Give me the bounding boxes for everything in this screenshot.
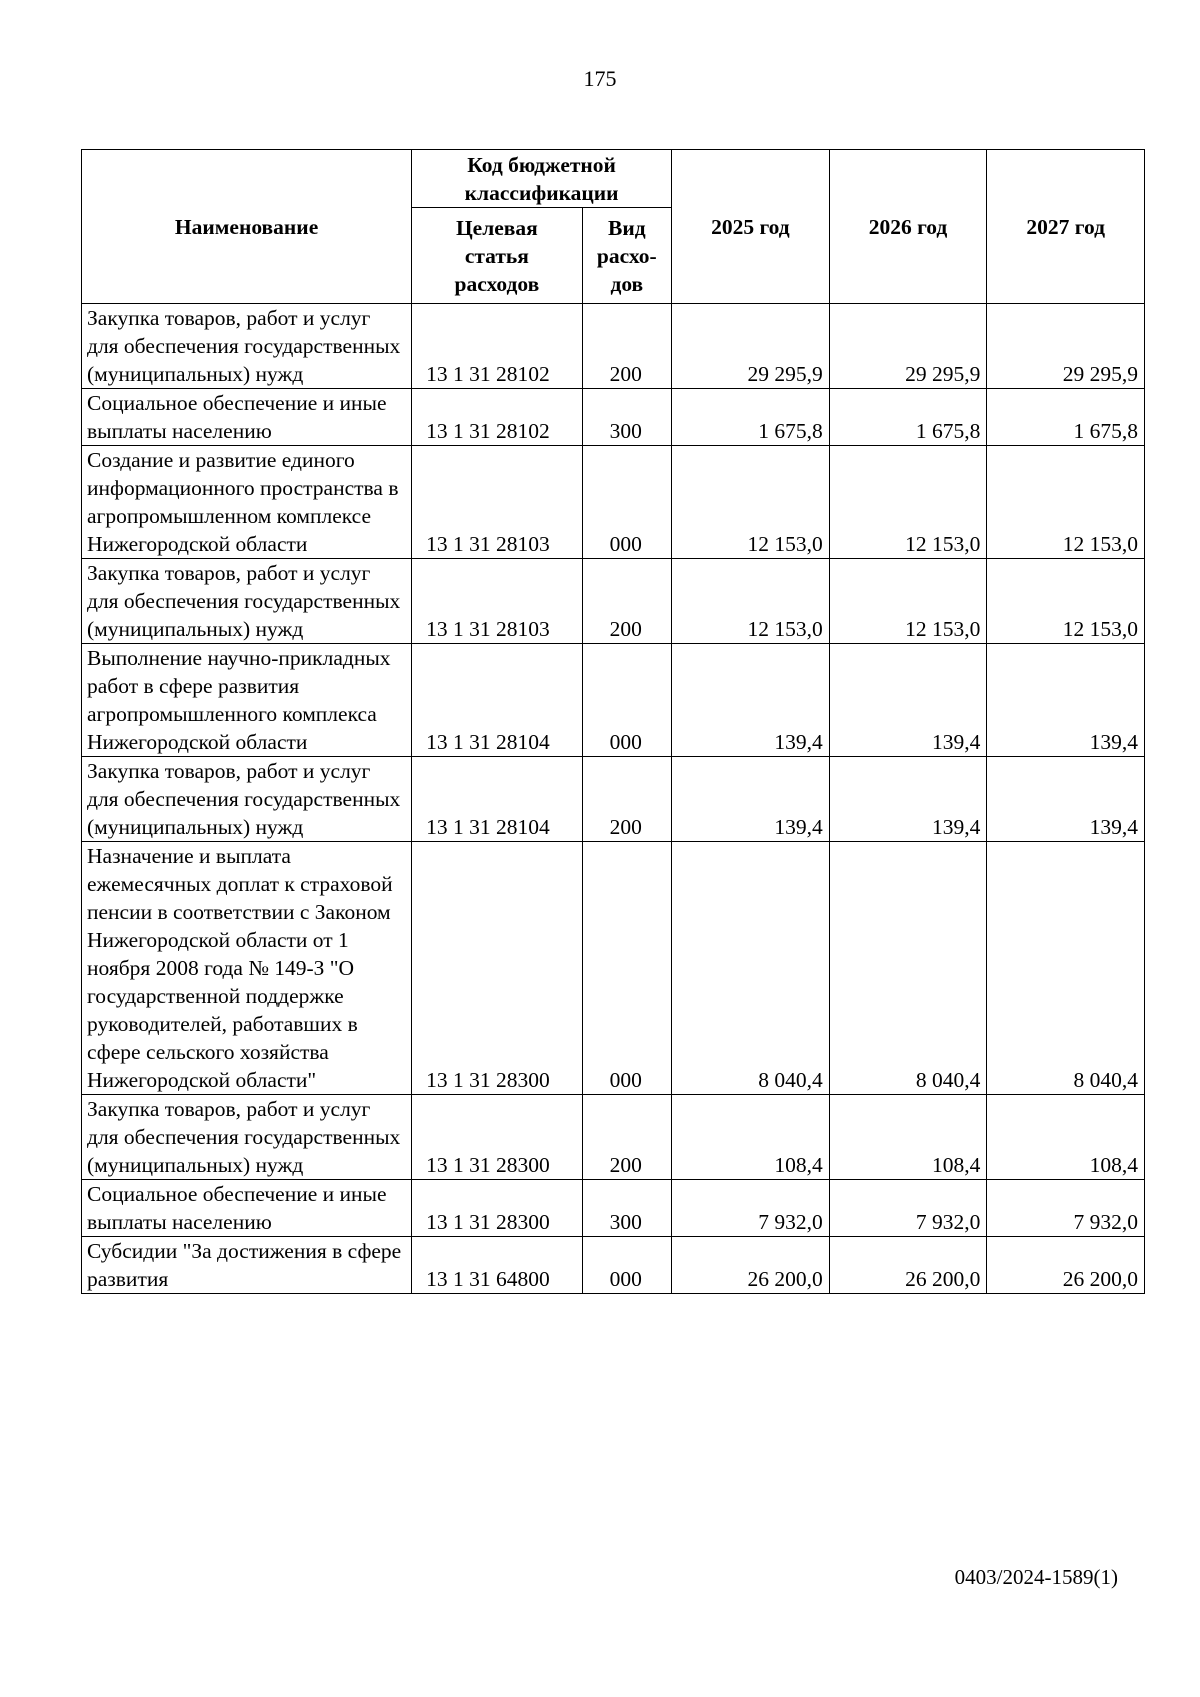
row-expense-type: 300	[582, 1180, 671, 1237]
row-target-article: 13 1 31 28103	[412, 559, 582, 644]
row-value-2026: 8 040,4	[829, 842, 987, 1095]
row-name: Закупка товаров, работ и услуг для обеспечения государственных (муниципальных) нужд	[82, 559, 412, 644]
header-expense-type: Вид расхо-дов	[582, 208, 671, 304]
table-row	[82, 446, 1145, 559]
budget-table	[81, 149, 1145, 1294]
row-value-2025: 8 040,4	[672, 842, 830, 1095]
row-target-article: 13 1 31 28103	[412, 446, 582, 559]
table-row	[82, 1237, 1145, 1294]
header-name: Наименование	[82, 150, 412, 304]
row-value-2025: 1 675,8	[672, 389, 830, 446]
header-year-2026: 2026 год	[829, 150, 987, 304]
row-value-2027: 139,4	[987, 644, 1145, 757]
row-value-2025: 139,4	[672, 757, 830, 842]
row-expense-type: 200	[582, 757, 671, 842]
row-target-article: 13 1 31 64800	[412, 1237, 582, 1294]
row-value-2026: 139,4	[829, 757, 987, 842]
row-expense-type: 000	[582, 842, 671, 1095]
row-value-2025: 26 200,0	[672, 1237, 830, 1294]
page-number: 175	[583, 66, 617, 91]
table-row	[82, 559, 1145, 644]
row-name: Социальное обеспечение и иные выплаты населению	[82, 389, 412, 446]
row-target-article: 13 1 31 28102	[412, 389, 582, 446]
row-value-2025: 108,4	[672, 1095, 830, 1180]
table-row	[82, 644, 1145, 757]
row-value-2025: 29 295,9	[672, 304, 830, 389]
row-expense-type: 000	[582, 446, 671, 559]
header-year-2027: 2027 год	[987, 150, 1145, 304]
row-value-2027: 1 675,8	[987, 389, 1145, 446]
row-value-2025: 139,4	[672, 644, 830, 757]
row-value-2027: 108,4	[987, 1095, 1145, 1180]
row-target-article: 13 1 31 28300	[412, 842, 582, 1095]
table-row	[82, 389, 1145, 446]
header-budget-code: Код бюджетной классификации	[412, 150, 672, 208]
row-expense-type: 200	[582, 304, 671, 389]
row-value-2027: 7 932,0	[987, 1180, 1145, 1237]
row-expense-type: 200	[582, 559, 671, 644]
row-value-2026: 7 932,0	[829, 1180, 987, 1237]
table-row	[82, 1095, 1145, 1180]
row-value-2027: 26 200,0	[987, 1237, 1145, 1294]
row-target-article: 13 1 31 28102	[412, 304, 582, 389]
row-expense-type: 300	[582, 389, 671, 446]
row-target-article: 13 1 31 28300	[412, 1180, 582, 1237]
table-row	[82, 842, 1145, 1095]
row-value-2026: 1 675,8	[829, 389, 987, 446]
row-name: Закупка товаров, работ и услуг для обеспечения государственных (муниципальных) нужд	[82, 304, 412, 389]
row-expense-type: 000	[582, 644, 671, 757]
row-name: Социальное обеспечение и иные выплаты населению	[82, 1180, 412, 1237]
row-name: Закупка товаров, работ и услуг для обеспечения государственных (муниципальных) нужд	[82, 1095, 412, 1180]
row-value-2027: 139,4	[987, 757, 1145, 842]
table-body	[82, 304, 1145, 1294]
row-name: Назначение и выплата ежемесячных доплат к страховой пенсии в соответствии с Законом Нижегородской области от 1 ноября 2008 года № 149-З "О государственной поддержке руководителей, работавших в сфере сельского хозяйства Нижегородской области"	[82, 842, 412, 1095]
header-target-article: Целевая статья расходов	[412, 208, 582, 304]
row-value-2026: 139,4	[829, 644, 987, 757]
row-value-2025: 7 932,0	[672, 1180, 830, 1237]
row-value-2025: 12 153,0	[672, 559, 830, 644]
row-value-2027: 12 153,0	[987, 559, 1145, 644]
row-value-2026: 12 153,0	[829, 559, 987, 644]
row-target-article: 13 1 31 28104	[412, 644, 582, 757]
row-name: Субсидии "За достижения в сфере развития	[82, 1237, 412, 1294]
row-value-2027: 29 295,9	[987, 304, 1145, 389]
row-value-2026: 12 153,0	[829, 446, 987, 559]
document-code: 0403/2024-1589(1)	[954, 1565, 1118, 1589]
row-name: Закупка товаров, работ и услуг для обеспечения государственных (муниципальных) нужд	[82, 757, 412, 842]
row-target-article: 13 1 31 28104	[412, 757, 582, 842]
table-row	[82, 757, 1145, 842]
row-value-2025: 12 153,0	[672, 446, 830, 559]
row-value-2026: 108,4	[829, 1095, 987, 1180]
header-year-2025: 2025 год	[672, 150, 830, 304]
row-name: Выполнение научно-прикладных работ в сфере развития агропромышленного комплекса Нижегородской области	[82, 644, 412, 757]
row-value-2027: 8 040,4	[987, 842, 1145, 1095]
table-row	[82, 1180, 1145, 1237]
table-row	[82, 304, 1145, 389]
table-header	[82, 150, 1145, 304]
row-expense-type: 000	[582, 1237, 671, 1294]
row-name: Создание и развитие единого информационного пространства в агропромышленном комплексе Нижегородской области	[82, 446, 412, 559]
row-value-2026: 29 295,9	[829, 304, 987, 389]
row-value-2026: 26 200,0	[829, 1237, 987, 1294]
row-target-article: 13 1 31 28300	[412, 1095, 582, 1180]
row-expense-type: 200	[582, 1095, 671, 1180]
row-value-2027: 12 153,0	[987, 446, 1145, 559]
